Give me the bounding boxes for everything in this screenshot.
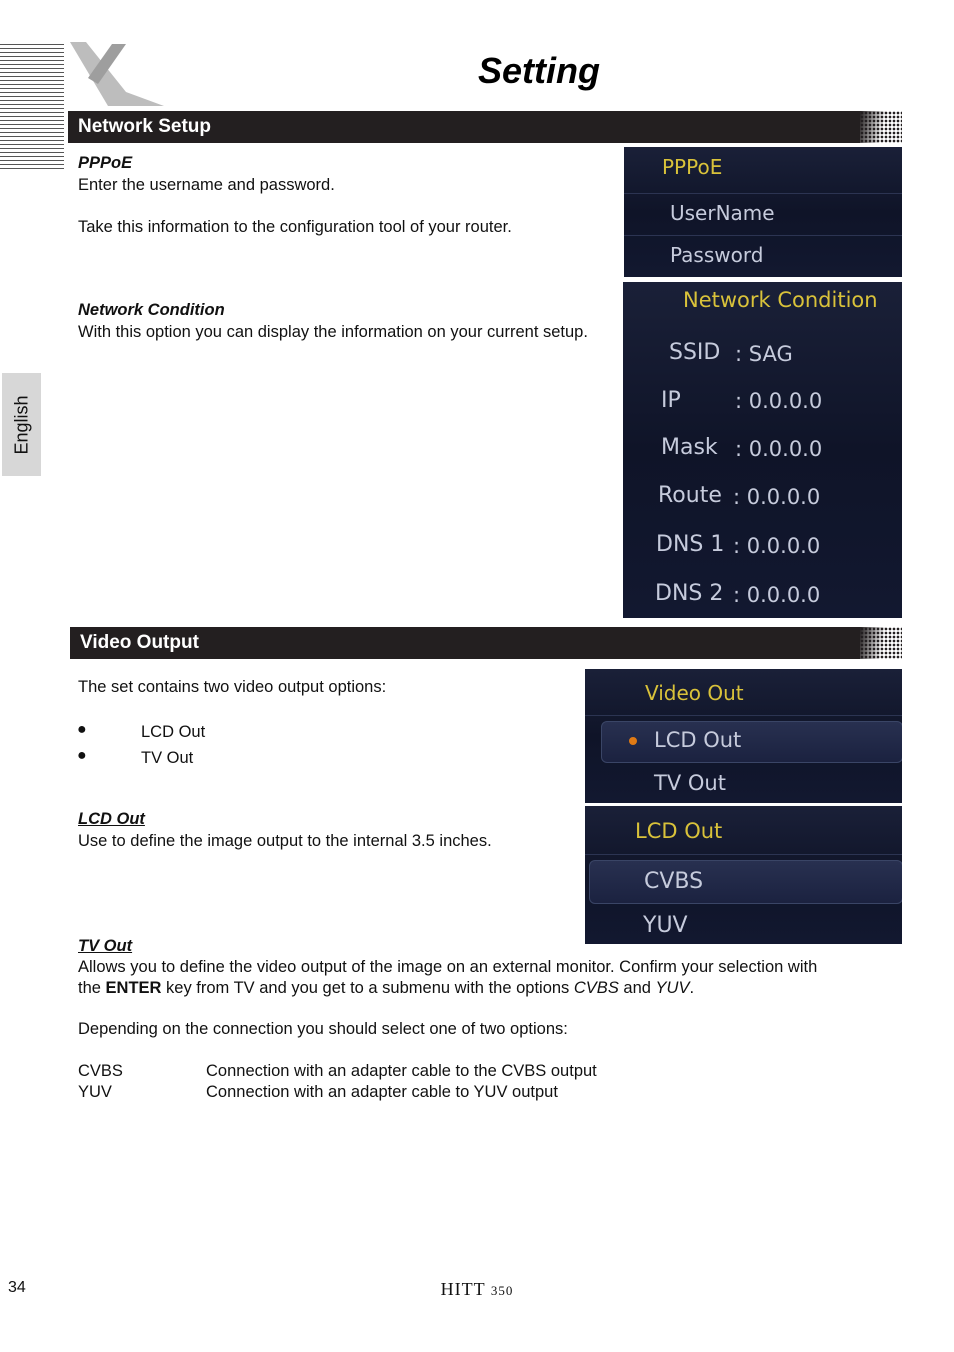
- language-tab: [2, 373, 41, 476]
- bullet-icon: ●: [77, 747, 87, 764]
- row-divider: [624, 235, 902, 236]
- screenshot-pppoe: [624, 147, 902, 277]
- option-desc-cvbs: Connection with an adapter cable to the CVBS output: [206, 1062, 597, 1080]
- option-name-cvbs: CVBS: [78, 1062, 123, 1080]
- text-fragment: .: [689, 979, 695, 997]
- text-fragment: key from TV and you get to a submenu with the options: [161, 979, 574, 997]
- pppoe-line1: Enter the username and password.: [78, 176, 335, 194]
- footer-model: [0, 1279, 954, 1300]
- condition-title: Network Condition: [78, 301, 225, 319]
- bullet-icon: ●: [77, 721, 87, 738]
- section-heading: Network Setup: [78, 116, 212, 137]
- selected-dot-icon: [629, 737, 637, 745]
- condition-value-dns1: : 0.0.0.0: [733, 534, 821, 558]
- selected-row-highlight: [589, 860, 902, 904]
- video-intro: The set contains two video output options:: [78, 678, 387, 696]
- bullet-lcd-out: LCD Out: [141, 723, 206, 741]
- bar-dots-decoration: [860, 111, 902, 143]
- condition-value-mask: : 0.0.0.0: [735, 437, 823, 461]
- row-divider: [624, 193, 902, 194]
- condition-label-route: Route: [658, 483, 722, 508]
- condition-body: With this option you can display the information on your current setup.: [78, 323, 588, 341]
- option-desc-yuv: Connection with an adapter cable to YUV output: [206, 1083, 558, 1101]
- option-name-yuv: YUV: [78, 1083, 112, 1101]
- lcd-out-title: LCD Out: [78, 810, 145, 828]
- screen-item-tv-out: TV Out: [654, 771, 726, 795]
- lcd-out-body: Use to define the image output to the internal 3.5 inches.: [78, 832, 492, 850]
- section-bar-video-output: [70, 627, 902, 659]
- page-number: 34: [8, 1279, 26, 1296]
- screen-title: LCD Out: [635, 819, 723, 843]
- language-tab-label: English: [11, 394, 31, 455]
- bullet-tv-out: TV Out: [141, 749, 194, 767]
- screen-item-lcd-out: LCD Out: [654, 728, 742, 752]
- condition-value-ssid: : SAG: [735, 342, 793, 366]
- screen-item-password: Password: [670, 243, 764, 267]
- screen-item-username: UserName: [670, 201, 775, 225]
- selected-row-highlight: [601, 721, 902, 763]
- enter-key-text: ENTER: [105, 979, 162, 997]
- model-name: HITT: [440, 1279, 486, 1299]
- condition-value-ip: : 0.0.0.0: [735, 389, 823, 413]
- cvbs-option-text: CVBS: [573, 979, 619, 997]
- page-title: Setting: [478, 50, 600, 91]
- tv-out-line2: [78, 978, 694, 999]
- pppoe-title: PPPoE: [78, 154, 133, 172]
- condition-label-dns1: DNS 1: [656, 532, 725, 557]
- row-divider: [585, 854, 902, 855]
- tv-out-title: TV Out: [78, 937, 133, 955]
- condition-label-ip: IP: [661, 388, 681, 413]
- condition-label-dns2: DNS 2: [655, 581, 724, 606]
- pppoe-line2: Take this information to the configuration tool of your router.: [78, 218, 512, 236]
- screen-title: Video Out: [645, 681, 744, 705]
- screenshot-network-condition: [623, 282, 902, 618]
- bar-dots-decoration: [860, 627, 902, 659]
- screen-item-yuv: YUV: [643, 913, 688, 938]
- text-fragment: the: [78, 979, 106, 997]
- section-bar-network-setup: [68, 111, 902, 143]
- condition-label-mask: Mask: [661, 435, 718, 460]
- row-divider: [585, 715, 902, 716]
- screenshot-video-out: [585, 669, 902, 803]
- condition-label-ssid: SSID: [669, 340, 721, 365]
- screen-item-cvbs: CVBS: [644, 869, 704, 894]
- condition-value-dns2: : 0.0.0.0: [733, 583, 821, 607]
- screen-title: PPPoE: [662, 155, 723, 179]
- yuv-option-text: YUV: [655, 979, 690, 997]
- tv-out-line1: Allows you to define the video output of the image on an external monitor. Confirm your selection with: [78, 958, 818, 976]
- section-heading: Video Output: [80, 632, 199, 653]
- text-fragment: and: [618, 979, 656, 997]
- screenshot-lcd-out: [585, 806, 902, 944]
- screen-title: Network Condition: [683, 288, 878, 312]
- model-number: 350: [490, 1283, 514, 1298]
- condition-value-route: : 0.0.0.0: [733, 485, 821, 509]
- tv-out-line3: Depending on the connection you should select one of two options:: [78, 1020, 568, 1038]
